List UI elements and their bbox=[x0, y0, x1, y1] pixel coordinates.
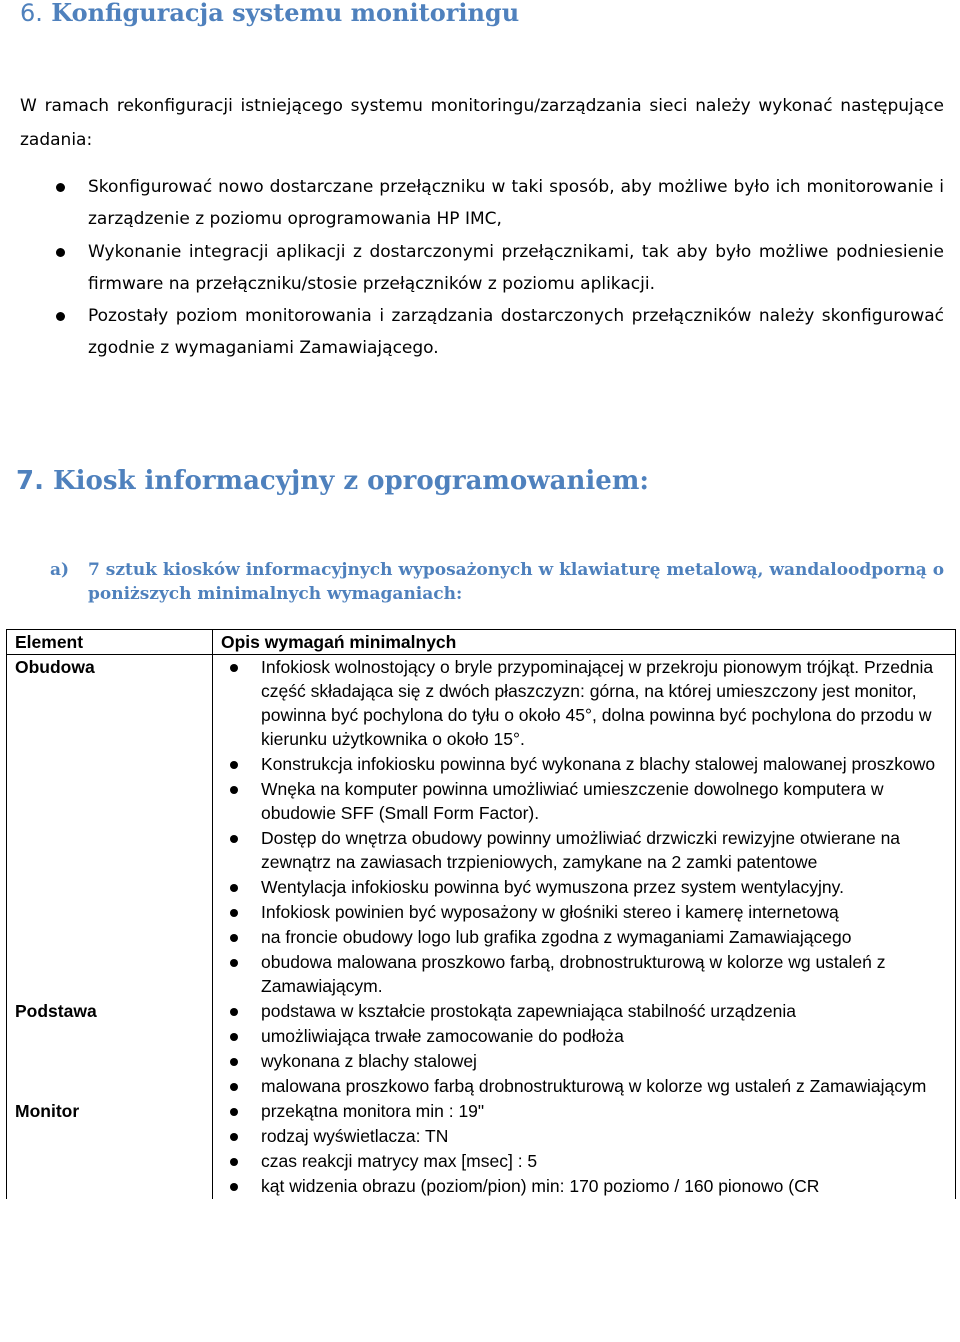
requirement-item: przekątna monitora min : 19" bbox=[213, 1099, 955, 1123]
list-item-text: Skonfigurować nowo dostarczane przełączniku w taki sposób, aby możliwe było ich monitorowanie i zarządzenie z poziomu oprogramowania HP IMC, bbox=[88, 177, 944, 229]
element-cell: Podstawa bbox=[7, 999, 213, 1099]
requirement-item: malowana proszkowo farbą drobnostrukturową w kolorze wg ustaleń z Zamawiającym bbox=[213, 1074, 955, 1098]
table-header-row bbox=[7, 630, 956, 655]
section-7-heading bbox=[16, 466, 649, 496]
list-item bbox=[60, 300, 944, 364]
requirement-item: rodzaj wyświetlacza: TN bbox=[213, 1124, 955, 1148]
requirement-item: na froncie obudowy logo lub grafika zgodna z wymaganiami Zamawiającego bbox=[213, 925, 955, 949]
requirement-item: podstawa w kształcie prostokąta zapewniająca stabilność urządzenia bbox=[213, 999, 955, 1023]
section-7-number: 7. bbox=[16, 466, 44, 496]
requirements-table bbox=[6, 629, 956, 1199]
list-item bbox=[60, 171, 944, 235]
subsection-text: 7 sztuk kiosków informacyjnych wyposażonych w klawiaturę metalową, wandaloodporną o poniższych minimalnych wymaganiach: bbox=[88, 560, 945, 604]
section-7-title: Kiosk informacyjny z oprogramowaniem: bbox=[53, 466, 649, 496]
column-header-description: Opis wymagań minimalnych bbox=[213, 630, 956, 655]
list-item bbox=[60, 236, 944, 300]
element-cell: Monitor bbox=[7, 1099, 213, 1199]
requirement-item: czas reakcji matrycy max [msec] : 5 bbox=[213, 1149, 955, 1173]
requirement-item: umożliwiająca trwałe zamocowanie do podłoża bbox=[213, 1024, 955, 1048]
requirement-item: Dostęp do wnętrza obudowy powinny umożliwiać drzwiczki rewizyjne otwierane na zewnątrz na zawiasach trzpieniowych, zamykane na 2 zamki patentowe bbox=[213, 826, 955, 874]
requirement-item: Wnęka na komputer powinna umożliwiać umieszczenie dowolnego komputera w obudowie SFF (Small Form Factor). bbox=[213, 777, 955, 825]
subsection-a bbox=[50, 558, 950, 606]
requirement-item: Wentylacja infokiosku powinna być wymuszona przez system wentylacyjny. bbox=[213, 875, 955, 899]
table-row bbox=[7, 655, 956, 1000]
bullet-icon bbox=[56, 248, 65, 257]
requirement-item: kąt widzenia obrazu (poziom/pion) min: 170 poziomo / 160 pionowo (CR bbox=[213, 1174, 955, 1198]
bullet-icon bbox=[56, 312, 65, 321]
section-6-heading bbox=[20, 0, 519, 27]
section-6-title: Konfiguracja systemu monitoringu bbox=[51, 0, 520, 27]
table-row bbox=[7, 1099, 956, 1199]
list-item-text: Pozostały poziom monitorowania i zarządzania dostarczonych przełączników należy skonfigurować zgodnie z wymaganiami Zamawiającego. bbox=[88, 306, 944, 358]
bullet-icon bbox=[56, 183, 65, 192]
description-cell bbox=[213, 1099, 956, 1199]
requirement-item: obudowa malowana proszkowo farbą, drobnostrukturową w kolorze wg ustaleń z Zamawiającym. bbox=[213, 950, 955, 998]
section-6-number: 6. bbox=[20, 0, 43, 27]
description-cell bbox=[213, 999, 956, 1099]
element-cell: Obudowa bbox=[7, 655, 213, 1000]
column-header-element: Element bbox=[7, 630, 213, 655]
table-row bbox=[7, 999, 956, 1099]
requirement-item: Konstrukcja infokiosku powinna być wykonana z blachy stalowej malowanej proszkowo bbox=[213, 752, 955, 776]
list-item-text: Wykonanie integracji aplikacji z dostarczonymi przełącznikami, tak aby było możliwe podniesienie firmware na przełączniku/stosie przełączników z poziomu aplikacji. bbox=[88, 242, 944, 294]
section-6-intro: W ramach rekonfiguracji istniejącego systemu monitoringu/zarządzania sieci należy wykonać następujące zadania: bbox=[20, 96, 944, 150]
requirement-item: wykonana z blachy stalowej bbox=[213, 1049, 955, 1073]
requirement-item: Infokiosk powinien być wyposażony w głośniki stereo i kamerę internetową bbox=[213, 900, 955, 924]
subsection-label: a) bbox=[50, 560, 70, 580]
requirement-item: Infokiosk wolnostojący o bryle przypominającej w przekroju pionowym trójkąt. Przednia część składająca się z dwóch płaszczyzn: górna, na której umieszczony jest monitor, powinna być pochylona do tyłu o około 45°, dolna powinna być pochylona do przodu w kierunku użytkownika o około 15°. bbox=[213, 655, 955, 751]
description-cell bbox=[213, 655, 956, 1000]
